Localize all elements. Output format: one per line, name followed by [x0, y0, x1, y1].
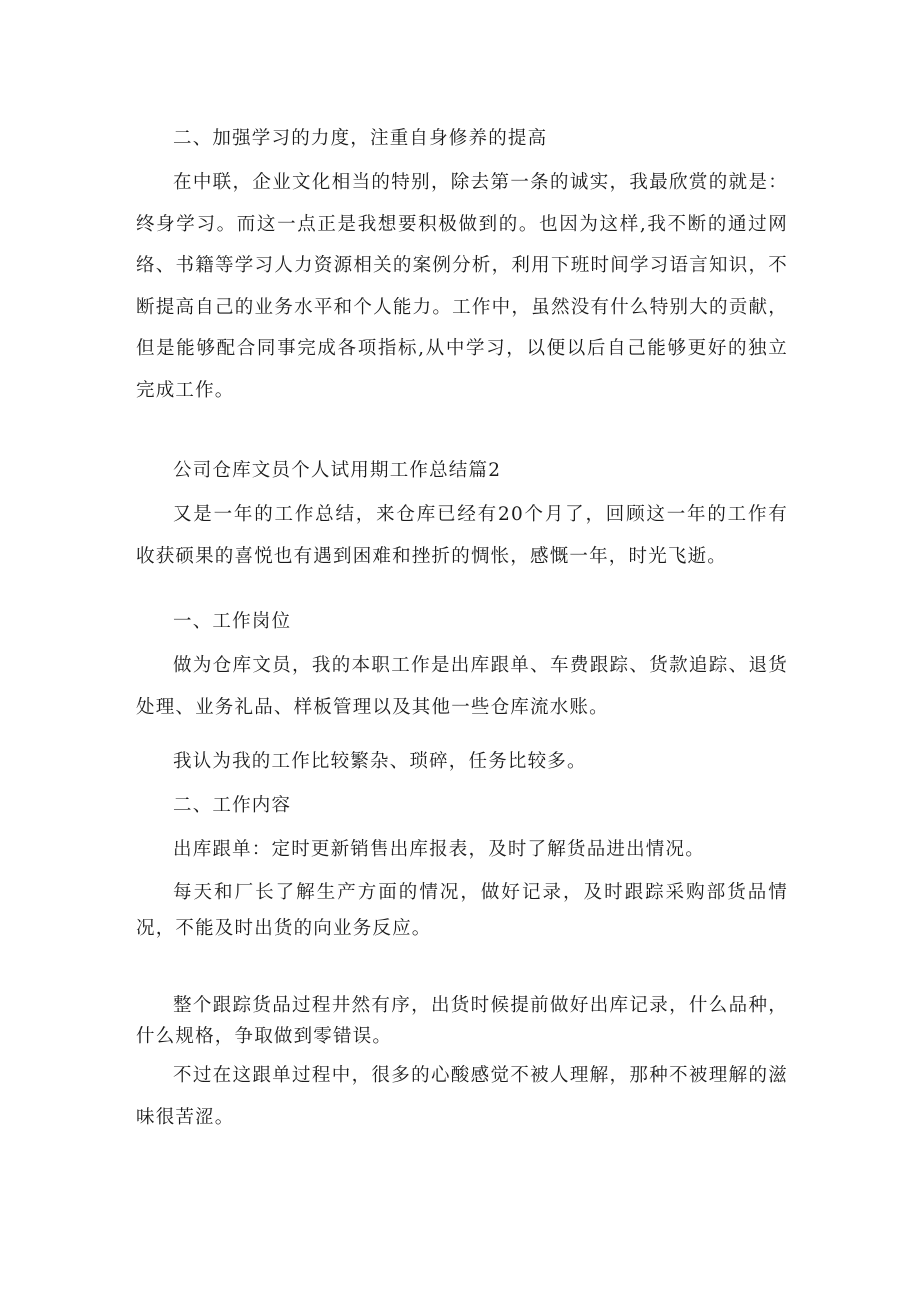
paragraph-outbound-tracking: 出库跟单：定时更新销售出库报表，及时了解货品进出情况。 [173, 839, 705, 860]
article-title-part-2: 公司仓库文员个人试用期工作总结篇2 [173, 460, 502, 481]
paragraph-continuous-learning: 在中联，企业文化相当的特别，除去第一条的诚实，我最欣赏的就是：终身学习。而这一点正是我想要积极做到的。也因为这样,我不断的通过网络、书籍等学习人力资源相关的案例分析，利用下班时间学习语言知识，不断提高自己的业务水平和个人能力。工作中，虽然没有什么特别大的贡献，但是能够配合同事完成各项指标,从中学习，以便以后自己能够更好的独立完成工作。 [136, 172, 788, 401]
paragraph-work-nature: 我认为我的工作比较繁杂、琐碎，任务比较多。 [173, 751, 587, 772]
section-heading-job-position: 一、工作岗位 [173, 611, 292, 632]
section-heading-strengthen-learning: 二、加强学习的力度，注重自身修养的提高 [173, 128, 548, 149]
paragraph-daily-production: 每天和厂长了解生产方面的情况，做好记录，及时跟踪采购部货品情况，不能及时出货的向业务反应。 [136, 882, 788, 939]
paragraph-tracking-process: 整个跟踪货品过程井然有序，出货时候提前做好出库记录，什么品种，什么规格，争取做到零错误。 [136, 995, 788, 1047]
paragraph-year-summary: 又是一年的工作总结，来仓库已经有20个月了，回顾这一年的工作有收获硕果的喜悦也有遇到困难和挫折的惆怅，感慨一年，时光飞逝。 [136, 504, 788, 567]
paragraph-hardship: 不过在这跟单过程中，很多的心酸感觉不被人理解，那种不被理解的滋味很苦涩。 [136, 1065, 788, 1128]
paragraph-job-duties: 做为仓库文员，我的本职工作是出库跟单、车费跟踪、货款追踪、退货处理、业务礼品、样板管理以及其他一些仓库流水账。 [136, 655, 788, 718]
section-heading-work-content: 二、工作内容 [173, 795, 292, 816]
